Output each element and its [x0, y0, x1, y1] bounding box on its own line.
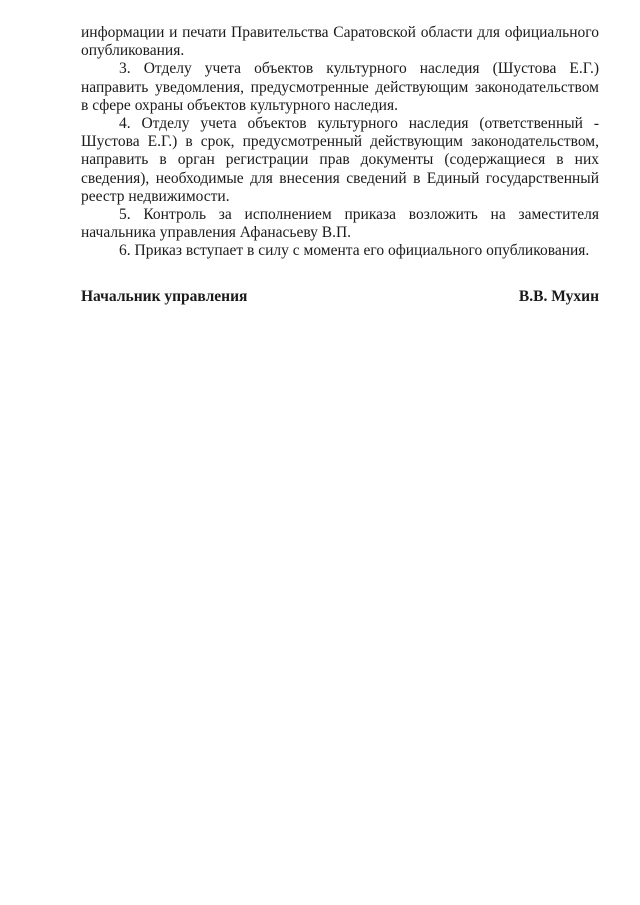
signatory-name: В.В. Мухин: [518, 288, 599, 305]
signatory-position: Начальник управления: [81, 288, 248, 305]
paragraph-item-4: 4. Отделу учета объектов культурного наследия (ответственный - Шустова Е.Г.) в срок, предусмотренный действующим законодательством, направить в орган регистрации прав документы (содержащиеся в них сведения), необходимые для внесения сведений в Единый государственный реестр недвижимости.: [81, 115, 599, 205]
paragraph-item-3: 3. Отделу учета объектов культурного наследия (Шустова Е.Г.) направить уведомления, предусмотренные действующим законодательством в сфере охраны объектов культурного наследия.: [81, 60, 599, 114]
paragraph-item-6: 6. Приказ вступает в силу с момента его официального опубликования.: [119, 242, 590, 260]
paragraph-continuation: информации и печати Правительства Саратовской области для официального опубликования.: [81, 24, 599, 60]
document-body: [81, 24, 599, 261]
paragraph-item-5: 5. Контроль за исполнением приказа возложить на заместителя начальника управления Афанасьеву В.П.: [81, 206, 599, 242]
